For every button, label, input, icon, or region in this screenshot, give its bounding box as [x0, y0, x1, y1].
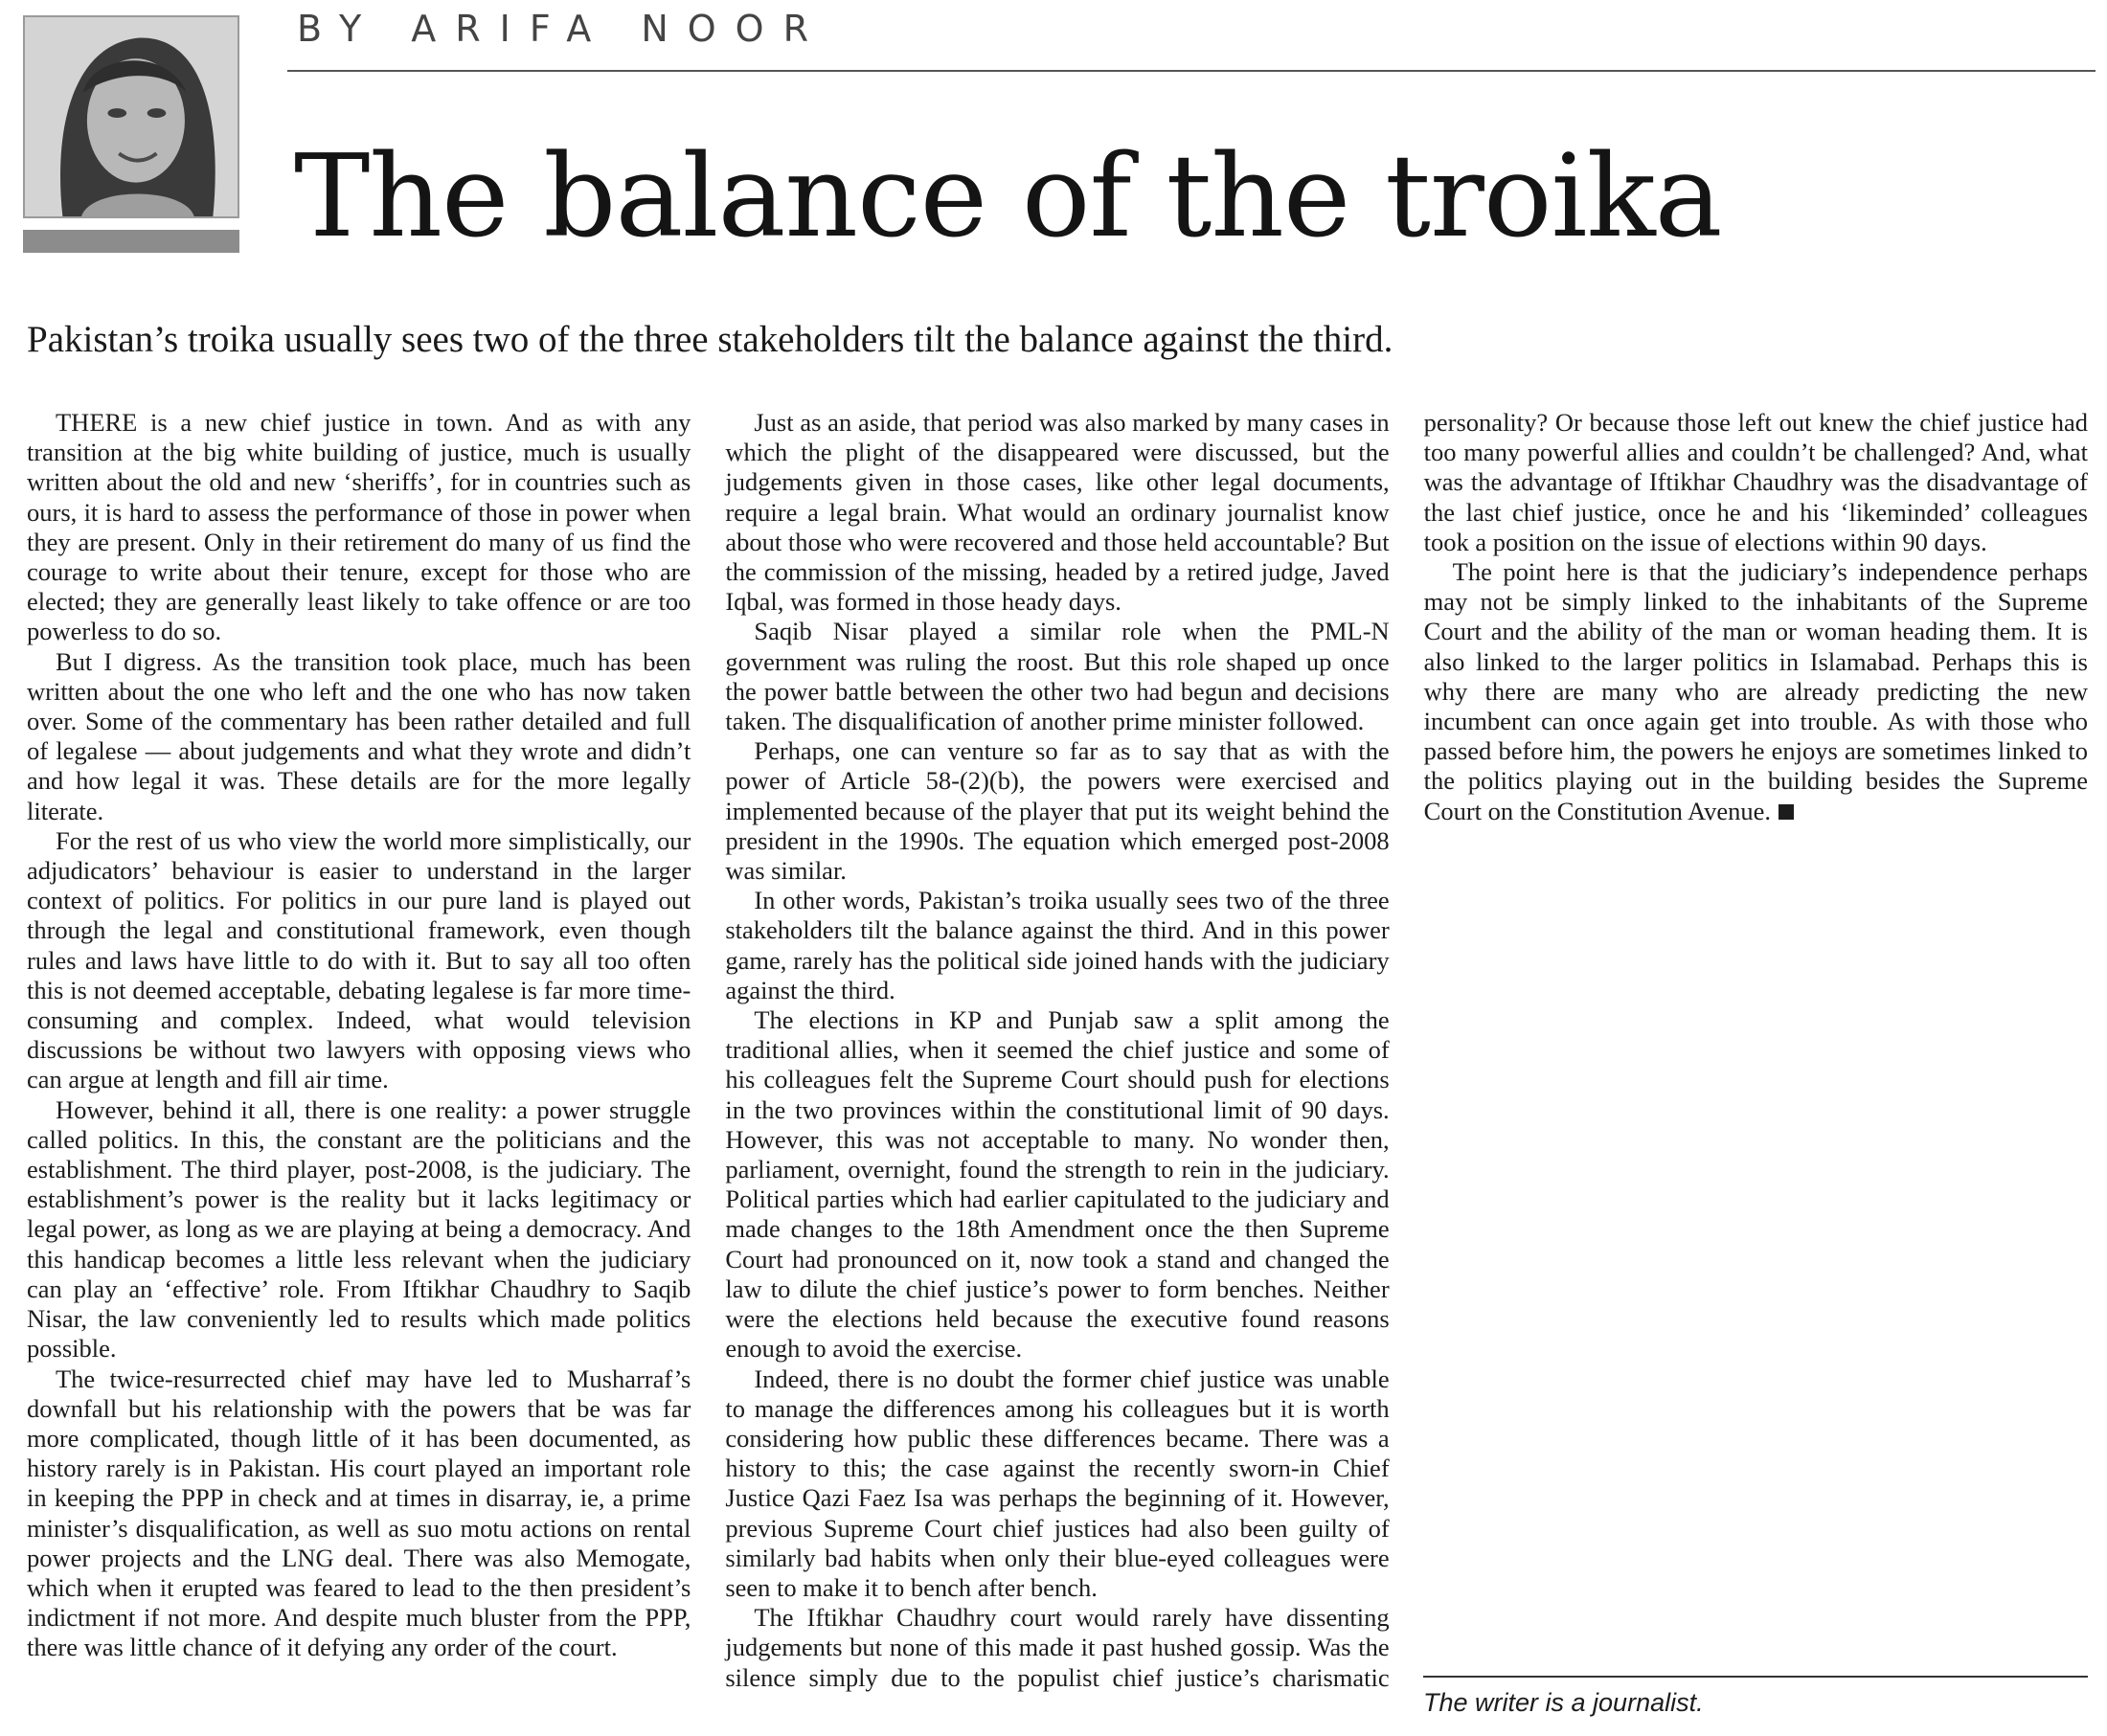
paragraph: For the rest of us who view the world more simplistically, our adjudicators’ behaviour is easier to understand in the larger context of politics. For politics in our pure land is played out through the legal and constitutional framework, even though rules and laws have little to do with it. But to say all too often this is not deemed acceptable, debating legalese is far more time-consuming and complex. Indeed, what would television discussions be without two lawyers with opposing views who can argue at length and fill air time. [27, 825, 691, 1094]
author-note: The writer is a journalist. [1423, 1688, 1704, 1717]
end-mark-icon [1778, 804, 1794, 820]
footnote-rule [1423, 1676, 2088, 1678]
paragraph-text: The point here is that the judiciary’s independence perhaps may not be simply linked to the inhabitants of the Supreme Court and the ability of the man or woman heading them. It is also linked to the larger politics in Islamabad. Perhaps this is why there are many who are already predicting the new incumbent can once again get into trouble. As with those who passed before him, the powers he enjoys are sometimes linked to the politics playing out in the building besides the Supreme Court on the Constitution Avenue. [1423, 557, 2088, 825]
byline: BY ARIFA NOOR [297, 8, 827, 50]
headline: The balance of the troika [294, 131, 1722, 263]
paragraph: However, behind it all, there is one reality: a power struggle called politics. In this, the constant are the politicians and the establishment. The third player, post-2008, is the judiciary. The establishment’s power is the reality but it lacks legitimacy or legal power, as long as we are playing at being a democracy. And this handicap becomes a little less relevant when the judiciary can play an ‘effective’ role. From Iftikhar Chaudhry to Saqib Nisar, the law conveniently led to results which made politics possible. [27, 1094, 691, 1364]
paragraph: But I digress. As the transition took place, much has been written about the one who left and the one who has now taken over. Some of the commentary has been rather detailed and full of legalese — about judgements and what they wrote and didn’t and how legal it was. These details are for the more legally literate. [27, 646, 691, 825]
paragraph: THERE is a new chief justice in town. And as with any transition at the big white building of justice, much is usually written about the old and new ‘sheriffs’, for in countries such as ours, it is hard to assess the performance of those in power when they are present. Only in their retirement do many of us find the courage to write about their tenure, except for those who are elected; they are generally least likely to take offence or are too powerless to do so. [27, 408, 691, 646]
article-body [27, 408, 2088, 1720]
paragraph: Perhaps, one can venture so far as to say that as with the power of Article 58-(2)(b), the powers were exercised and implemented because of the player that put its weight behind the president in the 1990s. The equation which emerged post-2008 was similar. [725, 736, 1390, 886]
author-photo [23, 15, 239, 218]
paragraph-last [1424, 557, 2088, 826]
paragraph: The elections in KP and Punjab saw a split among the traditional allies, when it seemed the chief justice and some of his colleagues felt the Supreme Court should push for elections in the two provinces within the constitutional limit of 90 days. However, this was not acceptable to many. No wonder then, parliament, overnight, found the strength to rein in the judiciary. Political parties which had earlier capitulated to the judiciary and made changes to the 18th Amendment once the then Supreme Court had pronounced on it, now took a stand and changed the law to dilute the chief justice’s power to form benches. Neither were the elections held because the executive found reasons enough to avoid the exercise. [725, 1005, 1390, 1364]
header-rule [287, 70, 2096, 72]
paragraph: In other words, Pakistan’s troika usually sees two of the three stakeholders tilt the balance against the third. And in this power game, rarely has the political side joined hands with the judiciary against the third. [725, 886, 1390, 1004]
paragraph: The Iftikhar Chaudhry court would rarely have dissenting judgements but none of this made it past hushed gossip. Was the silence simply due to the populist chief justice’s charismatic personality? Or because those left out knew the chief justice had too many powerful allies and couldn’t be challenged? And, what was the advantage of Iftikhar Chaudhry was the disadvantage of the last chief justice, once he and his ‘likeminded’ colleagues took a position on the issue of elections within 90 days. [725, 408, 2088, 1692]
paragraph: Saqib Nisar played a similar role when the PML-N government was ruling the roost. But this role shaped up once the power battle between the other two had begun and decisions taken. The disqualification of another prime minister followed. [725, 617, 1390, 736]
paragraph: Just as an aside, that period was also marked by many cases in which the plight of the disappeared were discussed, but the judgements given in those cases, like other legal documents, require a legal brain. What would an ordinary journalist know about those who were recovered and those held accountable? But the commission of the missing, headed by a retired judge, Javed Iqbal, was formed in those heady days. [725, 408, 1390, 617]
photo-caption-bar [23, 230, 239, 253]
paragraph: The twice-resurrected chief may have led to Musharraf’s downfall but his relationship with the powers that be was far more complicated, though little of it has been documented, as history rarely is in Pakistan. His court played an important role in keeping the PPP in check and at times in disarray, ie, a prime minister’s disqualification, as well as suo motu actions on rental power projects and the LNG deal. There was also Memogate, which when it erupted was feared to lead to the then president’s indictment if not more. And despite much bluster from the PPP, there was little chance of it defying any order of the court. [27, 1364, 691, 1662]
standfirst: Pakistan’s troika usually sees two of the three stakeholders tilt the balance against the third. [27, 319, 1393, 360]
paragraph: Indeed, there is no doubt the former chief justice was unable to manage the differences among his colleagues but it is worth considering how public these differences became. There was a history to this; the case against the recently sworn-in Chief Justice Qazi Faez Isa was perhaps the beginning of it. However, previous Supreme Court chief justices had also been guilty of similarly bad habits when only their blue-eyed colleagues were seen to make it to bench after bench. [725, 1364, 1390, 1602]
